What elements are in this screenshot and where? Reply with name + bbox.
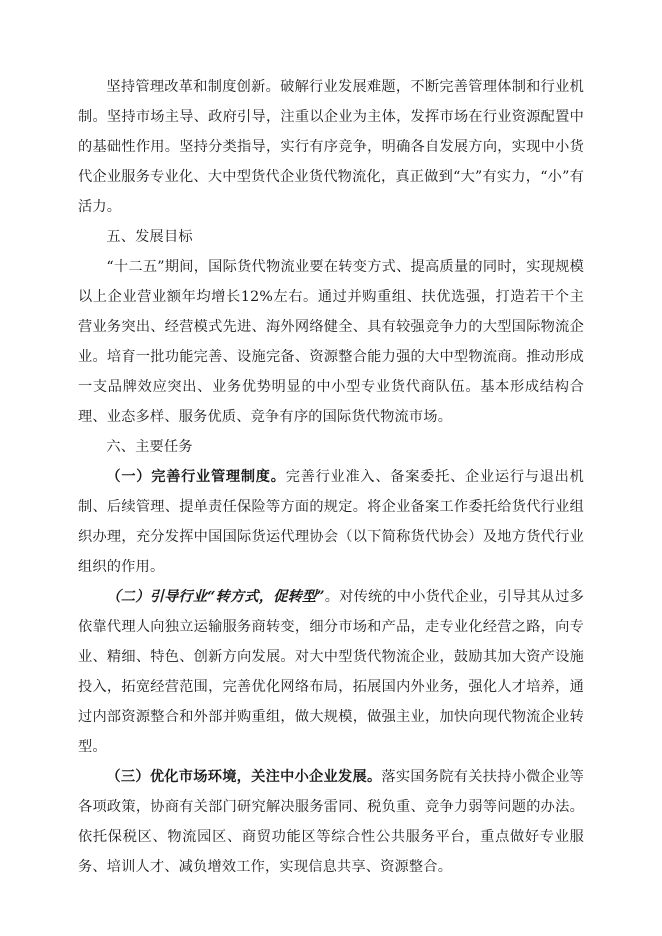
heading-six-main-tasks — [78, 432, 584, 462]
paragraph-task-one — [78, 462, 584, 582]
text-run-bold: （三）优化市场环境，关注中小企业发展。 — [106, 769, 382, 785]
text-run: 落实国务院有关扶持小微企业等各项政策，协商有关部门研究解决服务雷同、税负重、竞争力弱等问题的办法。依托保税区、物流园区、商贸功能区等综合性公共服务平台，重点做好专业服务、培训人才、减负增效工作，实现信息共享、资源整合。 — [78, 769, 584, 875]
paragraph-task-three — [78, 762, 584, 882]
heading-five-development-goals — [78, 222, 584, 252]
text-run: 。对传统的中小货代企业，引导其从过多依靠代理人向独立运输服务商转变，细分市场和产品，走专业化经营之路，向专业、精细、特色、创新方向发展。对大中型货代物流企业，鼓励其加大资产设施投入，拓宽经营范围，完善优化网络布局，拓展国内外业务，强化人才培养，通过内部资源整合和外部并购重组，做大规模，做强主业，加快向现代物流企业转型。 — [78, 589, 584, 755]
text-run: 完善行业准入、备案委托、企业运行与退出机制、后续管理、提单责任保险等方面的规定。将企业备案工作委托给货代行业组织办理，充分发挥中国国际货运代理协会（以下简称货代协会）及地方货代行业组织的作用。 — [78, 469, 584, 575]
text-run-bold-italic: （二）引导行业“转方式，促转型” — [106, 589, 325, 605]
text-run: “十二五”期间，国际货代物流业要在转变方式、提高质量的同时，实现规模以上企业营业额年均增长12%左右。通过并购重组、扶优选强，打造若干个主营业务突出、经营模式先进、海外网络健全、具有较强竞争力的大型国际物流企业。培育一批功能完善、设施完备、资源整合能力强的大中型物流商。推动形成一支品牌效应突出、业务优势明显的中小型专业货代商队伍。基本形成结构合理、业态多样、服务优质、竞争有序的国际货代物流市场。 — [78, 259, 584, 425]
document-body — [78, 72, 584, 882]
paragraph-management-reform — [78, 72, 584, 222]
text-run-bold: （一）完善行业管理制度。 — [106, 469, 286, 485]
text-run: 坚持管理改革和制度创新。破解行业发展难题，不断完善管理体制和行业机制。坚持市场主导、政府引导，注重以企业为主体，发挥市场在行业资源配置中的基础性作用。坚持分类指导，实行有序竞争，明确各自发展方向，实现中小货代企业服务专业化、大中型货代企业货代物流化，真正做到“大”有实力，“小”有活力。 — [78, 79, 584, 215]
text-run: 六、主要任务 — [106, 439, 193, 455]
paragraph-task-two — [78, 582, 584, 762]
text-run: 五、发展目标 — [106, 229, 193, 245]
paragraph-development-goals — [78, 252, 584, 432]
